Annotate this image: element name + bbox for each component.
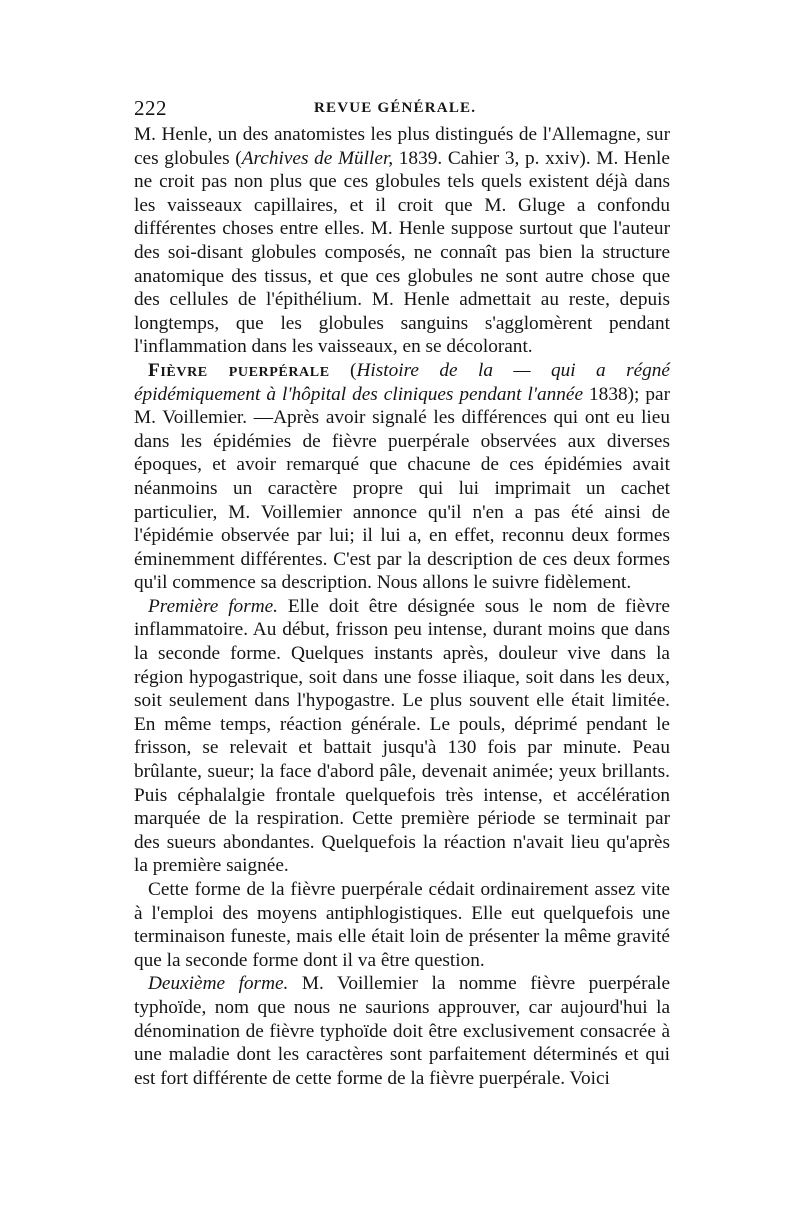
citation-histoire: Histoire de la — qui a régné épidémiquement à l'hôpital des cliniques pendant l'année — [134, 359, 670, 405]
page-header — [134, 96, 670, 126]
subheading-premiere-forme: Première forme. — [148, 595, 278, 617]
paragraph-premiere-forme-text: Elle doit être désignée sous le nom de fièvre inflammatoire. Au début, frisson peu intense, durant moins que dans la seconde forme. Quelques instants après, douleur vive dans la région hypogastrique, soit dans une fosse iliaque, soit dans les deux, soit seulement dans l'hypogastre. Le plus souvent elle était limitée. En même temps, réaction générale. Le pouls, déprimé pendant le frisson, se relevait et battait jusqu'à 130 fois par minute. Peau brûlante, sueur; la face d'abord pâle, devenait animée; yeux brillants. Puis céphalalgie frontale quelquefois très intense, et accélération marquée de la respiration. Cette première période se terminait par des sueurs abondantes. Quelquefois la réaction n'avait lieu qu'après la première saignée. — [134, 595, 670, 877]
running-head: REVUE GÉNÉRALE. — [314, 100, 477, 116]
paragraph-henle — [134, 123, 670, 359]
paragraph-fievre-text-a: ( — [329, 359, 357, 381]
body-text — [134, 123, 670, 1090]
paragraph-deuxieme-forme — [134, 972, 670, 1090]
paragraph-henle-text-b: 1839. Cahier 3, p. xxiv). M. Henle ne croit pas non plus que ces globules tels quels existent déjà dans les vaisseaux capillaires, et il croit que M. Gluge a confondu différentes choses entre elles. M. Henle suppose surtout que l'auteur des soi-disant globules composés, ne connaît pas bien la structure anatomique des tissus, et que ces globules ne sont autre chose que des cellules de l'épithélium. M. Henle admettait au reste, depuis longtemps, que les globules sanguins s'agglomèrent pendant l'inflammation dans les vaisseaux, en se décolorant. — [134, 147, 670, 358]
paragraph-premiere-forme — [134, 595, 670, 878]
subheading-deuxieme-forme: Deuxième forme. — [148, 973, 289, 995]
paragraph-fievre-text-b: 1838); par M. Voillemier. —Après avoir signalé les différences qui ont eu lieu dans les épidémies de fièvre puerpérale observées aux diverses époques, et avoir remarqué que chacune de ces épidémies avait néanmoins un caractère propre qui lui imprimait un cachet particulier, M. Voillemier annonce qu'il n'en a pas été ainsi de l'épidémie observée par lui; il lui a, en effet, reconnu deux formes éminemment différentes. C'est par la description de ces deux formes qu'il commence sa description. Nous allons le suivre fidèlement. — [134, 383, 670, 594]
paragraph-deuxieme-forme-text: M. Voillemier la nomme fièvre puerpérale typhoïde, nom que nous ne saurions approuver, car aujourd'hui la dénomination de fièvre typhoïde doit être exclusivement consacrée à une maladie dont les caractères sont parfaitement déterminés et qui est fort différente de cette forme de la fièvre puerpérale. Voici — [134, 973, 671, 1089]
paragraph-henle-text-a: M. Henle, un des anatomistes les plus distingués de l'Allemagne, sur ces globules ( — [134, 124, 670, 169]
paragraph-fievre-puerperale — [134, 359, 670, 595]
paragraph-cette-forme — [134, 878, 670, 972]
page-number: 222 — [134, 96, 167, 120]
citation-archives-muller: Archives de Müller, — [241, 147, 394, 169]
paragraph-cette-forme-text: Cette forme de la fièvre puerpérale cédait ordinairement assez vite à l'emploi des moyens antiphlogistiques. Elle eut quelquefois une terminaison funeste, mais elle était loin de présenter la même gravité que la seconde forme dont il va être question. — [134, 879, 670, 971]
section-title-fievre-puerperale: Fièvre puerpérale — [148, 359, 330, 381]
